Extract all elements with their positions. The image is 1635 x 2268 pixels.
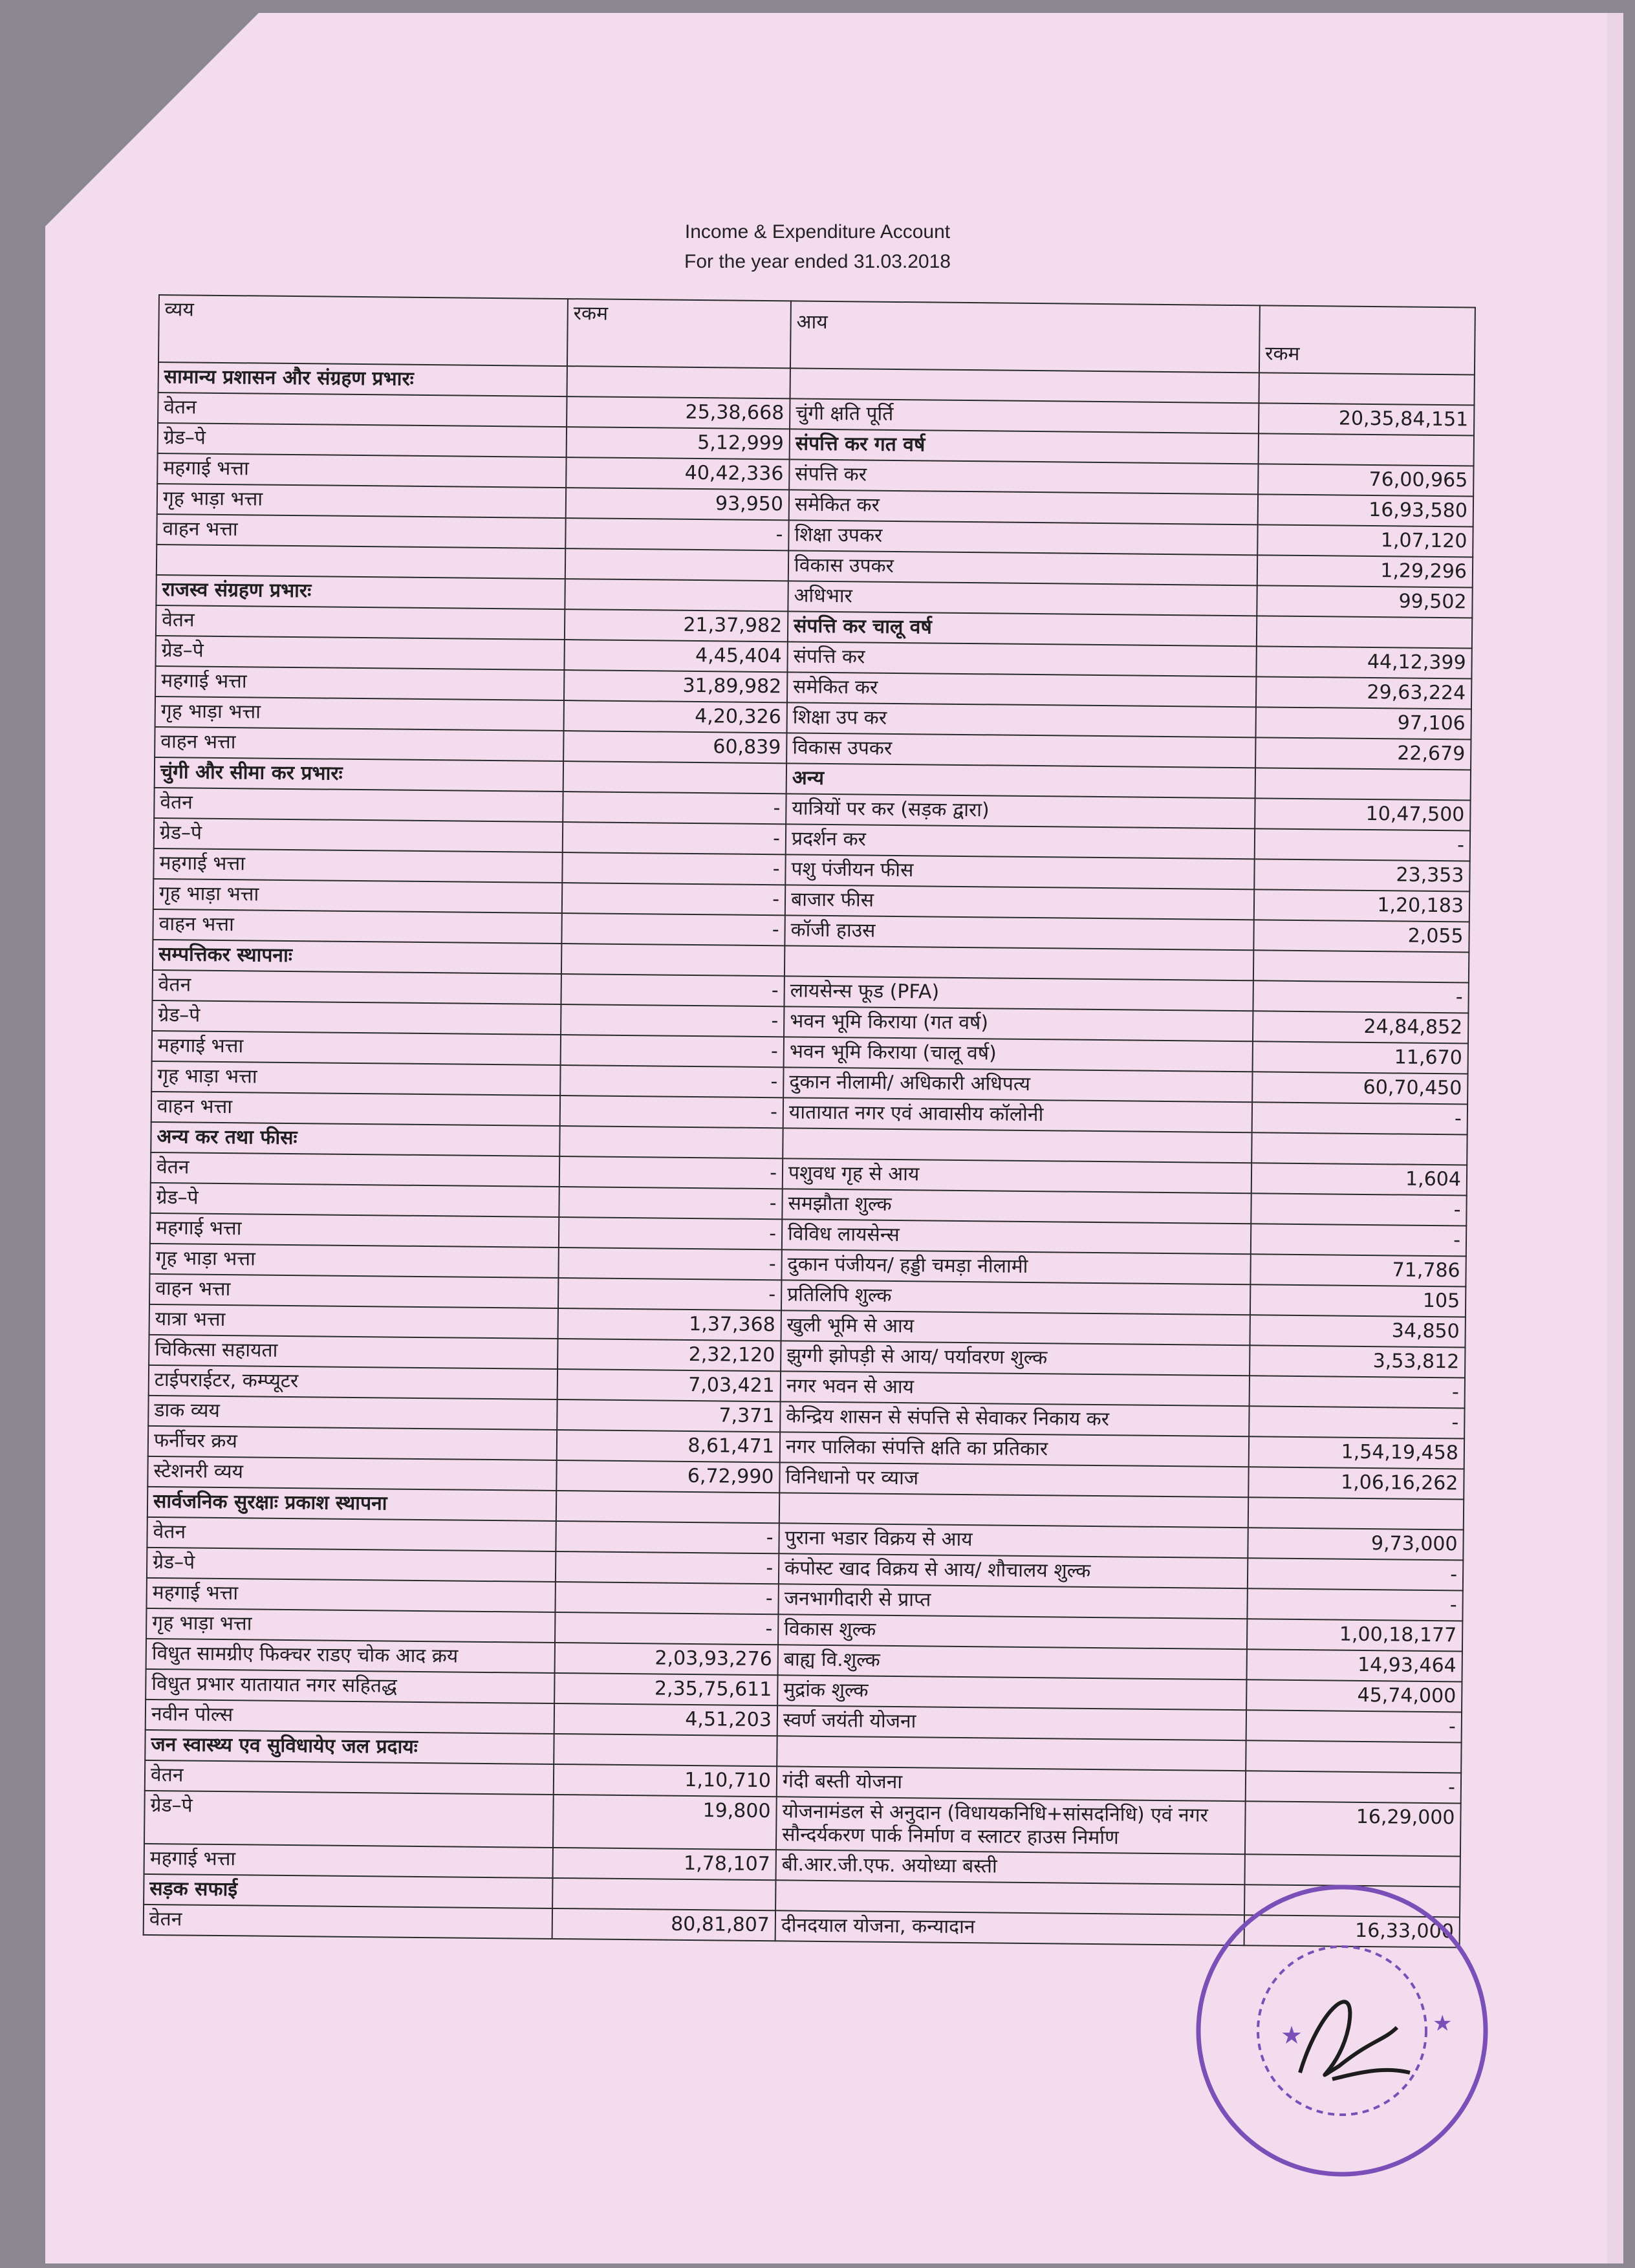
header-amount-left: रकम — [567, 299, 791, 368]
expenditure-cell: महगाई भत्ता — [150, 1213, 559, 1247]
income-cell: यात्रियों पर कर (सड़क द्वारा) — [786, 794, 1255, 828]
income-cell: मुद्रांक शुल्क — [777, 1675, 1246, 1710]
expenditure-amount-cell: 2,35,75,611 — [554, 1673, 777, 1705]
income-cell: नगर पालिका संपत्ति क्षति का प्रतिकार — [780, 1432, 1249, 1467]
income-amount-cell: 24,84,852 — [1253, 1011, 1468, 1043]
expenditure-amount-cell: 31,89,982 — [564, 670, 787, 702]
expenditure-amount-cell: - — [561, 913, 785, 945]
expenditure-amount-cell: 1,37,368 — [558, 1308, 781, 1341]
expenditure-cell: वेतन — [145, 1760, 554, 1795]
expenditure-cell: महगाई भत्ता — [153, 848, 562, 883]
expenditure-cell: ग्रेड–पे — [152, 1000, 561, 1035]
income-expenditure-table — [143, 294, 1476, 1948]
expenditure-amount-cell: 5,12,999 — [567, 427, 790, 459]
document-subtitle: For the year ended 31.03.2018 — [684, 251, 951, 272]
expenditure-amount-cell: - — [556, 1551, 779, 1584]
expenditure-amount-cell — [563, 761, 786, 794]
income-amount-cell: 1,29,296 — [1257, 555, 1473, 587]
income-amount-cell: - — [1248, 1558, 1463, 1590]
income-cell: बाजार फीस — [785, 885, 1254, 920]
expenditure-cell: ग्रेड–पे — [150, 1183, 559, 1217]
expenditure-cell: वेतन — [153, 970, 561, 1004]
expenditure-cell: सामान्य प्रशासन और संग्रहण प्रभारः — [158, 362, 567, 396]
income-cell: प्रदर्शन कर — [786, 824, 1255, 859]
expenditure-cell: महगाई भत्ता — [155, 666, 564, 700]
expenditure-cell: गृह भाड़ा भत्ता — [151, 1061, 560, 1096]
income-cell — [775, 1880, 1244, 1915]
income-cell: दुकान नीलामी/ अधिकारी अधिपत्य — [783, 1067, 1252, 1102]
income-amount-cell — [1248, 1497, 1464, 1529]
income-amount-cell: 1,20,183 — [1254, 889, 1469, 922]
expenditure-cell — [157, 545, 565, 579]
income-amount-cell: 16,29,000 — [1245, 1801, 1461, 1856]
income-amount-cell: 9,73,000 — [1248, 1528, 1463, 1560]
income-amount-cell: 45,74,000 — [1246, 1679, 1462, 1712]
expenditure-cell: सार्वजनिक सुरक्षाः प्रकाश स्थापना — [147, 1487, 556, 1521]
income-amount-cell: 71,786 — [1250, 1254, 1466, 1286]
income-amount-cell: - — [1249, 1406, 1464, 1438]
expenditure-amount-cell: - — [561, 1035, 784, 1067]
expenditure-amount-cell: 21,37,982 — [565, 609, 788, 642]
income-cell: लायसेन्स फूड (PFA) — [784, 976, 1253, 1011]
expenditure-cell: चुंगी और सीमा कर प्रभारः — [155, 757, 563, 792]
expenditure-cell: वेतन — [144, 1905, 552, 1939]
expenditure-amount-cell: 1,10,710 — [554, 1764, 777, 1797]
expenditure-amount-cell: - — [560, 1096, 783, 1128]
income-cell — [779, 1493, 1248, 1528]
expenditure-amount-cell: 2,32,120 — [558, 1339, 781, 1371]
expenditure-amount-cell: - — [563, 792, 786, 824]
income-cell: चुंगी क्षति पूर्ति — [790, 398, 1259, 433]
income-cell — [783, 1128, 1251, 1163]
income-amount-cell: 11,670 — [1253, 1041, 1468, 1074]
income-cell: केन्द्रिय शासन से संपत्ति से सेवाकर निकाय कर — [780, 1401, 1249, 1436]
expenditure-amount-cell — [552, 1878, 775, 1910]
expenditure-cell: ग्रेड–पे — [147, 1548, 556, 1582]
income-cell: शिक्षा उपकर — [788, 520, 1257, 555]
income-cell: योजनामंडल से अनुदान (विधायकनिधि+सांसदनिधि) एवं नगर सौन्दर्यकरण पार्क निर्माण व स्लाटर हाउस निर्माण — [776, 1797, 1246, 1854]
expenditure-cell: वाहन भत्ता — [155, 727, 563, 761]
income-cell: खुली भूमि से आय — [781, 1310, 1250, 1345]
income-cell: जनभागीदारी से प्राप्त — [778, 1584, 1247, 1619]
header-amount-right: रकम — [1259, 305, 1475, 374]
income-amount-cell: 1,54,19,458 — [1249, 1436, 1464, 1469]
expenditure-cell: महगाई भत्ता — [152, 1031, 561, 1065]
income-cell: समझौता शुल्क — [782, 1189, 1251, 1224]
income-cell: कॉजी हाउस — [785, 915, 1253, 950]
expenditure-amount-cell: 93,950 — [566, 488, 789, 520]
income-amount-cell: - — [1247, 1588, 1462, 1621]
income-cell — [790, 368, 1259, 403]
income-amount-cell: 34,850 — [1250, 1315, 1465, 1347]
expenditure-cell: गृह भाड़ा भत्ता — [149, 1244, 558, 1278]
income-cell: यातायात नगर एवं आवासीय कॉलोनी — [783, 1097, 1252, 1132]
income-cell: नगर भवन से आय — [781, 1371, 1250, 1406]
expenditure-amount-cell: - — [563, 822, 786, 854]
income-amount-cell — [1246, 1740, 1461, 1773]
income-amount-cell: 16,93,580 — [1258, 494, 1473, 526]
document-title: Income & Expenditure Account — [684, 221, 951, 243]
income-amount-cell: 76,00,965 — [1258, 464, 1473, 496]
svg-text:★: ★ — [1281, 2021, 1303, 2049]
income-amount-cell: 22,679 — [1255, 737, 1471, 770]
expenditure-amount-cell — [567, 366, 790, 398]
expenditure-cell: महगाई भत्ता — [146, 1578, 555, 1612]
expenditure-cell: जन स्वास्थ्य एव सुविधायेए जल प्रदायः — [145, 1730, 554, 1764]
income-amount-cell: - — [1250, 1376, 1465, 1408]
income-cell: विकास उपकर — [786, 733, 1255, 768]
income-cell: स्वर्ण जयंती योजना — [777, 1705, 1246, 1740]
expenditure-amount-cell: 6,72,990 — [556, 1460, 779, 1493]
income-cell — [785, 945, 1253, 980]
income-amount-cell — [1253, 950, 1469, 982]
income-amount-cell: 105 — [1250, 1284, 1466, 1317]
expenditure-cell: वाहन भत्ता — [157, 514, 565, 548]
expenditure-amount-cell: 25,38,668 — [567, 396, 790, 429]
income-cell: अन्य — [786, 763, 1255, 798]
income-amount-cell: 23,353 — [1254, 859, 1469, 891]
expenditure-amount-cell — [556, 1491, 779, 1523]
expenditure-cell: डाक व्यय — [148, 1396, 557, 1430]
expenditure-cell: चिकित्सा सहायता — [149, 1335, 558, 1369]
expenditure-amount-cell: 8,61,471 — [557, 1430, 780, 1462]
income-cell: भवन भूमि किराया (गत वर्ष) — [784, 1006, 1253, 1041]
income-amount-cell: - — [1246, 1771, 1461, 1803]
expenditure-cell: महगाई भत्ता — [157, 453, 566, 488]
income-amount-cell: 10,47,500 — [1255, 798, 1470, 830]
income-cell: अधिभार — [788, 581, 1257, 616]
income-amount-cell: 16,33,000 — [1244, 1915, 1460, 1947]
income-amount-cell — [1255, 768, 1471, 800]
income-amount-cell: 20,35,84,151 — [1259, 403, 1474, 435]
income-cell: संपत्ति कर — [787, 642, 1256, 676]
expenditure-cell: फर्नीचर क्रय — [148, 1426, 557, 1460]
income-cell: विकास शुल्क — [778, 1614, 1247, 1649]
expenditure-amount-cell: - — [555, 1582, 778, 1614]
expenditure-cell: विधुत प्रभार यातायात नगर सहितद्ध — [146, 1669, 554, 1703]
expenditure-amount-cell: 2,03,93,276 — [555, 1643, 778, 1675]
income-amount-cell — [1257, 616, 1472, 648]
expenditure-cell: वेतन — [154, 788, 563, 822]
income-amount-cell: 97,106 — [1255, 707, 1471, 739]
expenditure-cell: वाहन भत्ता — [153, 909, 561, 944]
income-amount-cell: - — [1255, 828, 1470, 861]
income-amount-cell: - — [1253, 980, 1468, 1013]
income-amount-cell: 1,00,18,177 — [1247, 1619, 1462, 1651]
expenditure-cell: गृह भाड़ा भत्ता — [157, 484, 566, 518]
income-cell: संपत्ति कर — [789, 459, 1258, 494]
expenditure-cell: यात्रा भत्ता — [149, 1304, 558, 1339]
svg-text:★: ★ — [1433, 2011, 1453, 2036]
expenditure-amount-cell: - — [561, 974, 784, 1006]
expenditure-cell: ग्रेड–पे — [144, 1791, 554, 1848]
expenditure-cell: स्टेशनरी व्यय — [147, 1456, 556, 1491]
expenditure-amount-cell: 1,78,107 — [553, 1848, 776, 1880]
income-amount-cell: - — [1251, 1193, 1466, 1226]
income-amount-cell — [1259, 373, 1474, 405]
expenditure-cell: वेतन — [156, 605, 565, 640]
income-cell: पशु पंजीयन फीस — [785, 854, 1254, 889]
expenditure-cell: महगाई भत्ता — [144, 1844, 553, 1878]
income-cell: पुराना भडार विक्रय से आय — [779, 1523, 1248, 1558]
expenditure-amount-cell: - — [558, 1247, 781, 1280]
income-cell: गंदी बस्ती योजना — [777, 1766, 1246, 1801]
income-cell: पशुवध गृह से आय — [783, 1158, 1251, 1193]
expenditure-cell: टाईपराईटर, कम्प्यूटर — [149, 1365, 558, 1399]
expenditure-amount-cell: 7,03,421 — [558, 1369, 781, 1401]
income-cell: कंपोस्ट खाद विक्रय से आय/ शौचालय शुल्क — [779, 1553, 1248, 1588]
expenditure-amount-cell — [561, 944, 785, 976]
income-amount-cell: - — [1252, 1102, 1467, 1134]
expenditure-amount-cell: 19,800 — [553, 1795, 777, 1850]
expenditure-amount-cell: 60,839 — [563, 731, 786, 763]
expenditure-cell: अन्य कर तथा फीसः — [151, 1122, 559, 1156]
expenditure-amount-cell: 40,42,336 — [566, 457, 789, 490]
income-cell: बी.आर.जी.एफ. अयोध्या बस्ती — [776, 1850, 1245, 1885]
income-cell: झुग्गी झोपड़ी से आय/ पर्यावरण शुल्क — [781, 1341, 1250, 1376]
income-cell — [777, 1736, 1246, 1771]
income-cell: भवन भूमि किराया (चालू वर्ष) — [784, 1037, 1253, 1072]
expenditure-amount-cell: 4,51,203 — [554, 1703, 777, 1736]
income-amount-cell: 29,63,224 — [1256, 676, 1471, 709]
income-cell: संपत्ति कर गत वर्ष — [790, 429, 1259, 464]
income-cell: विविध लायसेन्स — [782, 1219, 1251, 1254]
income-cell: प्रतिलिपि शुल्क — [781, 1280, 1250, 1315]
income-amount-cell: 44,12,399 — [1256, 646, 1471, 678]
expenditure-amount-cell — [554, 1734, 777, 1766]
income-amount-cell — [1259, 433, 1474, 466]
income-cell: विनिधानो पर व्याज — [779, 1462, 1248, 1497]
expenditure-cell: ग्रेड–पे — [155, 636, 564, 670]
expenditure-amount-cell: - — [559, 1187, 782, 1219]
income-amount-cell: 1,604 — [1251, 1163, 1467, 1195]
expenditure-amount-cell: - — [561, 1004, 784, 1037]
expenditure-amount-cell: 7,371 — [557, 1399, 780, 1432]
expenditure-cell: सड़क सफाई — [144, 1874, 552, 1908]
expenditure-amount-cell: - — [558, 1278, 781, 1310]
expenditure-cell: वेतन — [158, 393, 567, 427]
expenditure-cell: राजस्व संग्रहण प्रभारः — [156, 575, 565, 609]
income-cell: समेकित कर — [789, 490, 1258, 524]
header-expenditure: व्यय — [158, 295, 568, 366]
expenditure-amount-cell: - — [559, 1156, 783, 1189]
expenditure-cell: गृह भाड़ा भत्ता — [153, 879, 562, 913]
expenditure-cell: नवीन पोल्स — [146, 1700, 554, 1734]
income-cell: दीनदयाल योजना, कन्यादान — [775, 1910, 1244, 1945]
expenditure-amount-cell: - — [556, 1521, 779, 1553]
expenditure-amount-cell: - — [560, 1065, 783, 1097]
expenditure-cell: वाहन भत्ता — [151, 1092, 560, 1126]
income-amount-cell: 60,70,450 — [1252, 1072, 1467, 1104]
expenditure-amount-cell: 4,45,404 — [564, 640, 787, 672]
income-amount-cell: - — [1251, 1224, 1466, 1256]
income-amount-cell: - — [1246, 1710, 1462, 1742]
expenditure-cell: गृह भाड़ा भत्ता — [146, 1608, 555, 1643]
income-cell: शिक्षा उप कर — [787, 702, 1256, 737]
expenditure-amount-cell — [565, 579, 788, 611]
expenditure-cell: विधुत सामग्रीए फिक्चर राडए चोक आद क्रय — [146, 1639, 555, 1673]
income-cell: बाह्य वि.शुल्क — [778, 1645, 1247, 1679]
income-cell: संपत्ति कर चालू वर्ष — [788, 611, 1257, 646]
expenditure-amount-cell: - — [562, 883, 785, 915]
income-amount-cell: 99,502 — [1257, 585, 1472, 618]
income-amount-cell: 2,055 — [1253, 920, 1469, 952]
expenditure-amount-cell: - — [555, 1612, 778, 1645]
table-header-row — [158, 295, 1475, 375]
income-amount-cell — [1251, 1132, 1467, 1165]
expenditure-cell: गृह भाड़ा भत्ता — [155, 697, 564, 731]
expenditure-amount-cell: 4,20,326 — [564, 700, 787, 733]
income-cell: समेकित कर — [787, 672, 1256, 707]
expenditure-cell: वेतन — [147, 1517, 556, 1551]
page-edge — [1607, 13, 1623, 2263]
income-cell: दुकान पंजीयन/ हड्डी चमड़ा नीलामी — [781, 1249, 1250, 1284]
income-amount-cell: 14,93,464 — [1247, 1649, 1462, 1681]
income-cell: विकास उपकर — [788, 550, 1257, 585]
header-income: आय — [790, 301, 1260, 373]
expenditure-cell: ग्रेड–पे — [154, 818, 563, 852]
expenditure-cell: वाहन भत्ता — [149, 1274, 558, 1308]
expenditure-amount-cell: - — [562, 852, 785, 885]
expenditure-amount-cell: 80,81,807 — [552, 1908, 775, 1941]
income-amount-cell: 1,07,120 — [1257, 524, 1473, 557]
expenditure-cell: ग्रेड–पे — [158, 423, 567, 457]
income-amount-cell: 3,53,812 — [1250, 1345, 1465, 1377]
expenditure-amount-cell: - — [559, 1217, 782, 1249]
expenditure-amount-cell: - — [565, 518, 788, 550]
chartered-accountants-seal — [1190, 1879, 1494, 2183]
expenditure-cell: सम्पत्तिकर स्थापनाः — [153, 940, 561, 974]
income-amount-cell: 1,06,16,262 — [1248, 1467, 1464, 1499]
expenditure-cell: वेतन — [151, 1152, 559, 1187]
expenditure-amount-cell — [559, 1126, 783, 1158]
expenditure-amount-cell — [565, 548, 788, 581]
